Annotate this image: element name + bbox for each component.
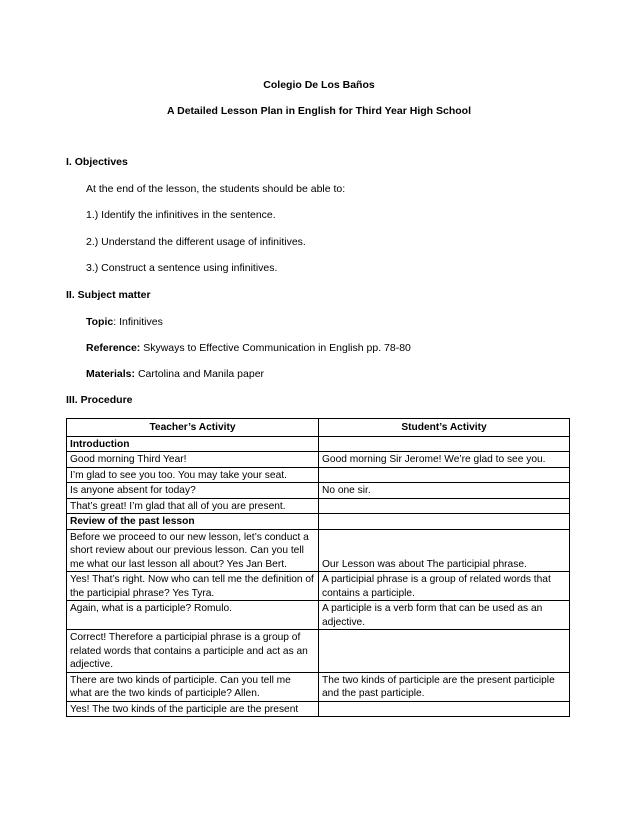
procedure-heading: III. Procedure <box>66 394 133 406</box>
section-heading-cell: Review of the past lesson <box>67 514 319 530</box>
column-header-teacher: Teacher’s Activity <box>67 419 319 437</box>
column-header-student: Student’s Activity <box>319 419 570 437</box>
table-row <box>67 514 570 530</box>
topic-value: : Infinitives <box>113 316 163 328</box>
teacher-activity-cell: Before we proceed to our new lesson, let’s conduct a short review about our previous lesson. Can you tell me what our last lesson all about? Yes Jan Bert. <box>67 529 319 572</box>
student-activity-cell: A participle is a verb form that can be used as an adjective. <box>319 601 570 630</box>
student-activity-cell <box>319 630 570 673</box>
objectives-intro: At the end of the lesson, the students should be able to: <box>86 183 346 195</box>
topic-line <box>86 316 163 328</box>
student-activity-cell: No one sir. <box>319 483 570 499</box>
school-name: Colegio De Los Baños <box>263 79 375 91</box>
objective-item: 3.) Construct a sentence using infinitives. <box>86 262 278 274</box>
reference-line <box>86 342 411 354</box>
teacher-activity-cell: Good morning Third Year! <box>67 452 319 468</box>
teacher-activity-cell: Again, what is a participle? Romulo. <box>67 601 319 630</box>
subject-matter-heading: II. Subject matter <box>66 289 151 301</box>
teacher-activity-cell: I’m glad to see you too. You may take your seat. <box>67 467 319 483</box>
reference-label: Reference: <box>86 342 141 354</box>
student-activity-cell: Our Lesson was about The participial phrase. <box>319 529 570 572</box>
student-activity-cell: Good morning Sir Jerome! We’re glad to see you. <box>319 452 570 468</box>
materials-label: Materials: <box>86 368 136 380</box>
materials-line <box>86 368 264 380</box>
table-row <box>67 601 570 630</box>
table-row <box>67 701 570 717</box>
student-activity-cell <box>319 514 570 530</box>
teacher-activity-cell: There are two kinds of participle. Can you tell me what are the two kinds of participle? Allen. <box>67 672 319 701</box>
teacher-activity-cell: Correct! Therefore a participial phrase is a group of related words that contains a participle and act as an adjective. <box>67 630 319 673</box>
student-activity-cell: A participial phrase is a group of related words that contains a participle. <box>319 572 570 601</box>
materials-value: Cartolina and Manila paper <box>135 368 265 380</box>
student-activity-cell <box>319 498 570 514</box>
table-row <box>67 529 570 572</box>
table-row <box>67 572 570 601</box>
teacher-activity-cell: Yes! That’s right. Now who can tell me the definition of the participial phrase? Yes Tyra. <box>67 572 319 601</box>
objective-item: 2.) Understand the different usage of infinitives. <box>86 236 306 248</box>
table-row <box>67 467 570 483</box>
topic-label: Topic <box>86 316 114 328</box>
table-header-row <box>67 419 570 437</box>
objectives-heading: I. Objectives <box>66 156 128 168</box>
student-activity-cell <box>319 467 570 483</box>
teacher-activity-cell: Yes! The two kinds of the participle are the present <box>67 701 319 717</box>
teacher-activity-cell: Is anyone absent for today? <box>67 483 319 499</box>
reference-value: Skyways to Effective Communication in English pp. 78-80 <box>140 342 411 354</box>
table-row <box>67 498 570 514</box>
table-row <box>67 483 570 499</box>
table-row <box>67 672 570 701</box>
table-row <box>67 436 570 452</box>
table-row <box>67 630 570 673</box>
student-activity-cell <box>319 436 570 452</box>
objective-item: 1.) Identify the infinitives in the sentence. <box>86 209 276 221</box>
procedure-table <box>66 418 570 717</box>
document-title: A Detailed Lesson Plan in English for Third Year High School <box>167 105 471 117</box>
student-activity-cell: The two kinds of participle are the present participle and the past participle. <box>319 672 570 701</box>
section-heading-cell: Introduction <box>67 436 319 452</box>
table-row <box>67 452 570 468</box>
student-activity-cell <box>319 701 570 717</box>
teacher-activity-cell: That’s great! I’m glad that all of you are present. <box>67 498 319 514</box>
